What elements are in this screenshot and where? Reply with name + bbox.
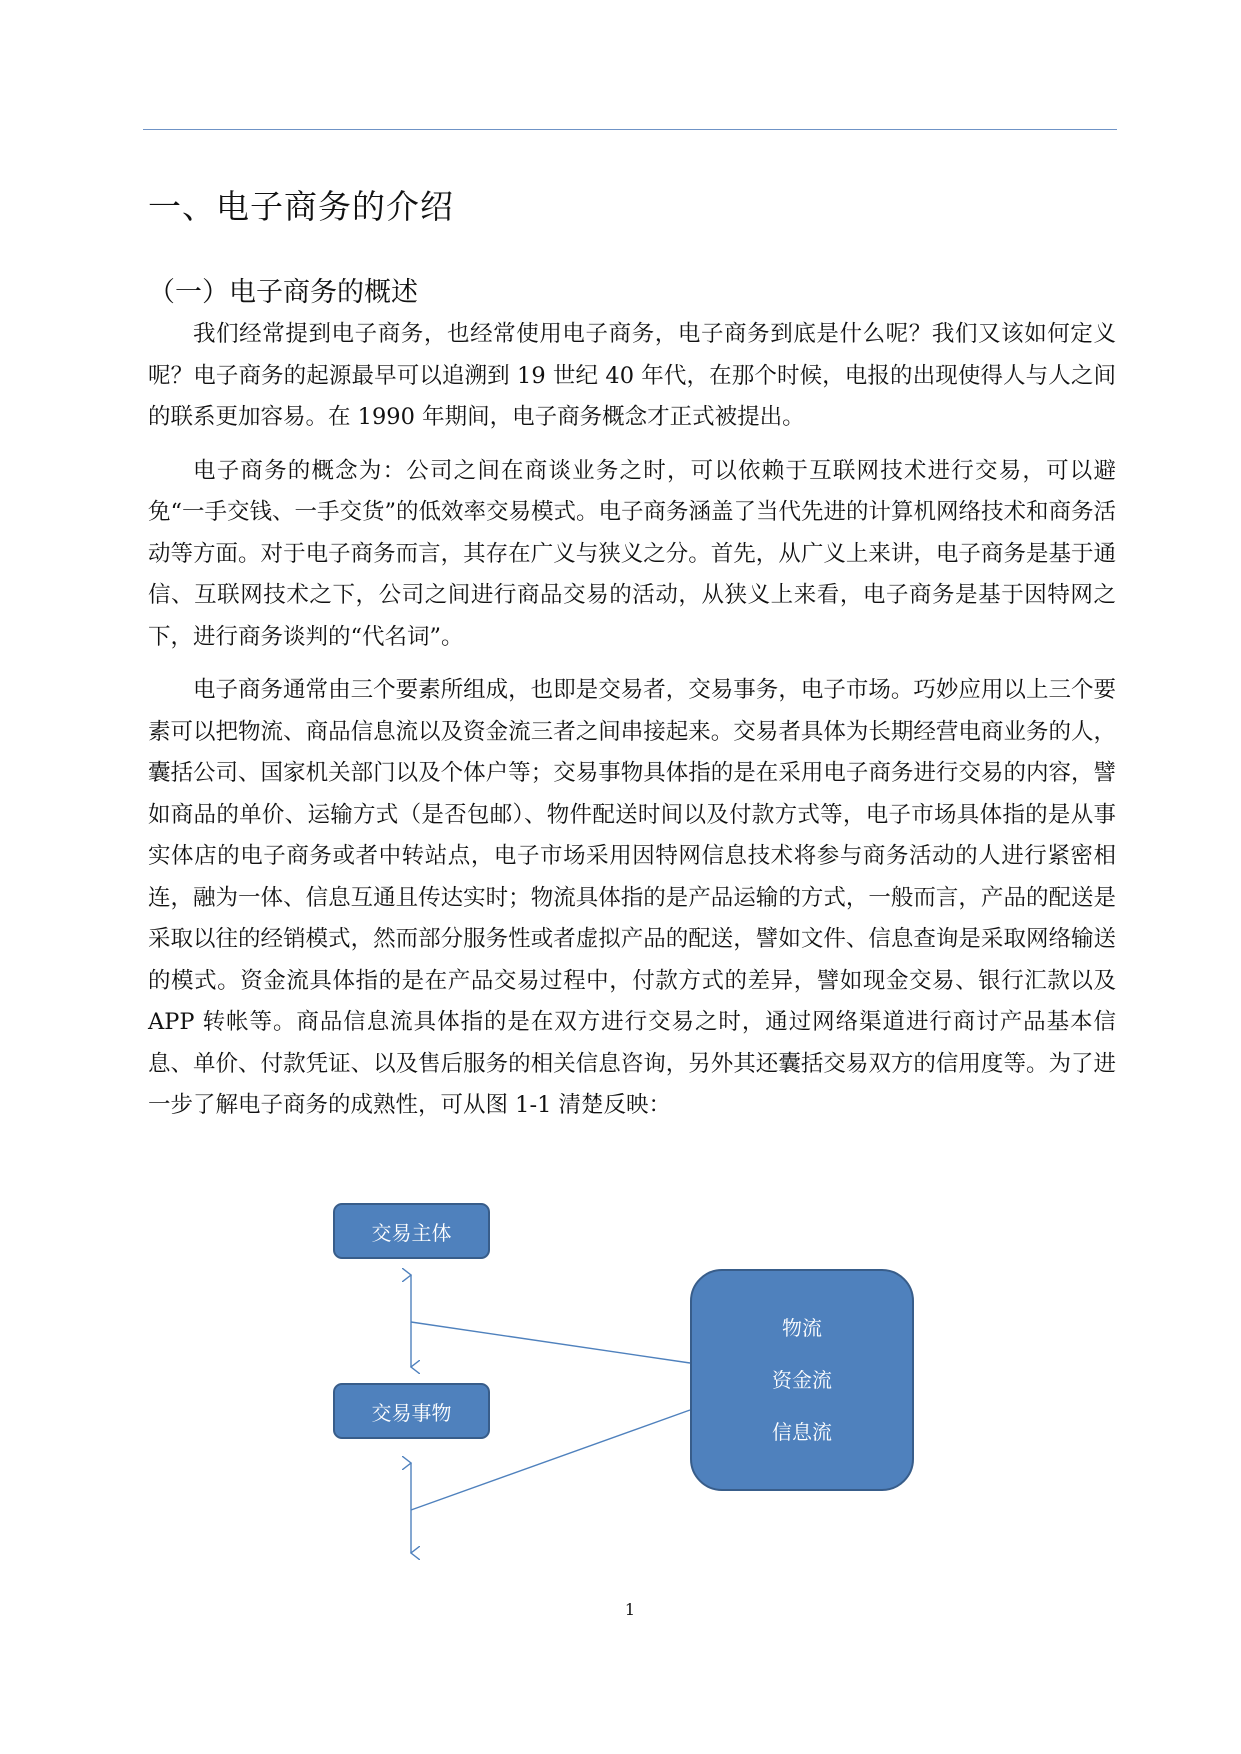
flow-information: 信息流 xyxy=(772,1420,832,1444)
header-rule xyxy=(143,129,1117,130)
paragraph-1: 我们经常提到电子商务，也经常使用电子商务，电子商务到底是什么呢？我们又该如何定义呢？电子商务的起源最早可以追溯到 19 世纪 40 年代，在那个时候，电报的出现使得人与人之间的联系更加容易。在 1990 年期间，电子商务概念才正式被提出。 xyxy=(148,321,1116,430)
chapter-heading: 一、电子商务的介绍 xyxy=(148,187,454,226)
paragraph-2: 电子商务的概念为：公司之间在商谈业务之时，可以依赖于互联网技术进行交易，可以避免“一手交钱、一手交货”的低效率交易模式。电子商务涵盖了当代先进的计算机网络技术和商务活动等方面。对于电子商务而言，其存在广义与狭义之分。首先，从广义上来讲，电子商务是基于通信、互联网技术之下，公司之间进行商品交易的活动，从狭义上来看，电子商务是基于因特网之下，进行商务谈判的“代名词”。 xyxy=(148,457,1117,650)
paragraph-3: 电子商务通常由三个要素所组成，也即是交易者，交易事务，电子市场。巧妙应用以上三个要素可以把物流、商品信息流以及资金流三者之间串接起来。交易者具体为长期经营电商业务的人，囊括公司、国家机关部门以及个体户等；交易事物具体指的是在采用电子商务进行交易的内容，譬如商品的单价、运输方式（是否包邮）、物件配送时间以及付款方式等，电子市场具体指的是从事实体店的电子商务或者中转站点，电子市场采用因特网信息技术将参与商务活动的人进行紧密相连，融为一体、信息互通且传达实时；物流具体指的是产品运输的方式，一般而言，产品的配送是采取以往的经销模式，然而部分服务性或者虚拟产品的配送，譬如文件、信息查询是采取网络输送的模式。资金流具体指的是在产品交易过程中，付款方式的差异，譬如现金交易、银行汇款以及 APP 转帐等。商品信息流具体指的是在双方进行交易之时，通过网络渠道进行商讨产品基本信息、单价、付款凭证、以及售后服务的相关信息咨询，另外其还囊括交易双方的信用度等。为了进一步了解电子商务的成熟性，可从图 1-1 清楚反映： xyxy=(148,677,1116,1118)
trade-subject-box xyxy=(333,1203,490,1259)
trade-matter-label: 交易事物 xyxy=(371,1400,452,1425)
flow-logistics: 物流 xyxy=(782,1316,822,1340)
connector-upper xyxy=(411,1322,690,1363)
trade-subject-label: 交易主体 xyxy=(371,1220,452,1245)
body-text xyxy=(148,314,1116,1139)
ecommerce-diagram xyxy=(320,1195,940,1565)
trade-matter-box xyxy=(333,1383,490,1439)
flow-capital: 资金流 xyxy=(772,1368,832,1392)
page-number: 1 xyxy=(624,1600,636,1619)
flows-box xyxy=(690,1269,914,1491)
section-heading: （一）电子商务的概述 xyxy=(148,277,418,308)
